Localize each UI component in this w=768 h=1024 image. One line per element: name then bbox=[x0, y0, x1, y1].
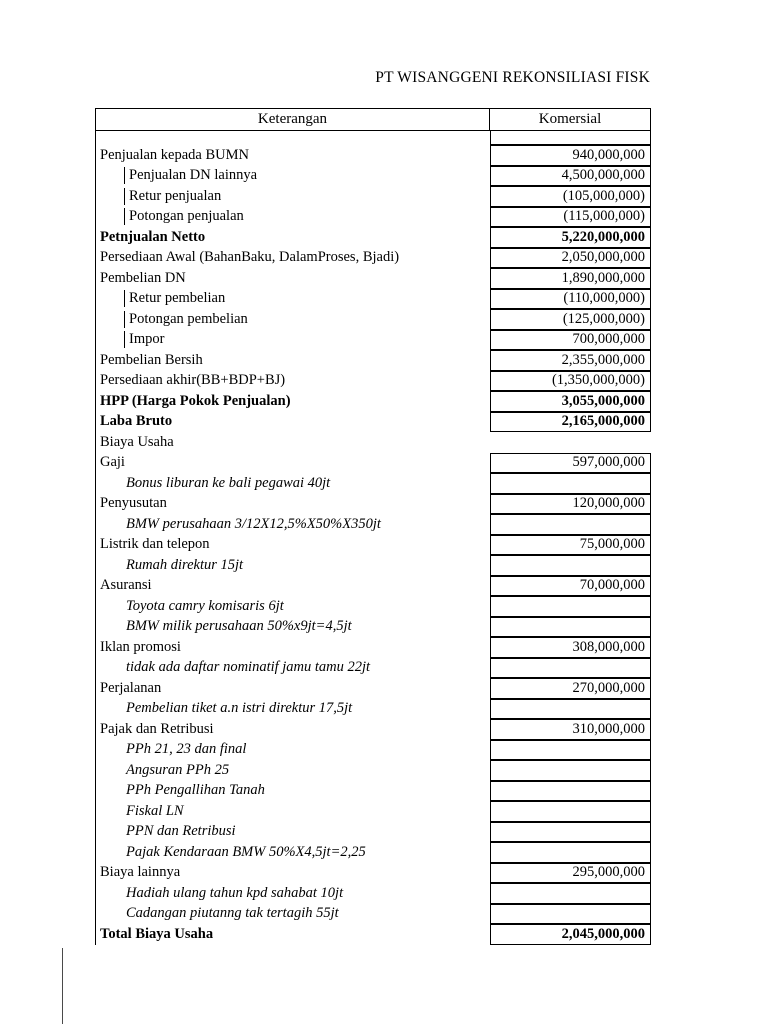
table-row bbox=[95, 166, 651, 187]
row-value-cell bbox=[490, 822, 651, 843]
row-value-cell bbox=[490, 740, 651, 761]
row-value-cell bbox=[490, 514, 651, 535]
row-label: Penjualan kepada BUMN bbox=[100, 146, 249, 163]
row-label: Angsuran PPh 25 bbox=[126, 761, 230, 778]
row-value-cell: 2,355,000,000 bbox=[490, 350, 651, 371]
table-row bbox=[95, 822, 651, 843]
table-spacer-row bbox=[95, 131, 651, 145]
row-value-cell: (110,000,000) bbox=[490, 289, 651, 310]
row-label-cell bbox=[95, 412, 490, 433]
row-label-cell bbox=[95, 883, 490, 904]
table-row bbox=[95, 309, 651, 330]
row-label: Gaji bbox=[100, 454, 125, 471]
row-label-cell bbox=[95, 289, 490, 310]
row-label: Iklan promosi bbox=[100, 638, 181, 655]
table-row bbox=[95, 432, 651, 453]
table-row bbox=[95, 924, 651, 945]
row-label-cell bbox=[95, 432, 490, 453]
row-value-cell: 1,890,000,000 bbox=[490, 268, 651, 289]
row-value-cell: (115,000,000) bbox=[490, 207, 651, 228]
row-value-cell: 3,055,000,000 bbox=[490, 391, 651, 412]
header-komersial: Komersial bbox=[538, 111, 602, 127]
row-label: PPh Pengallihan Tanah bbox=[126, 782, 265, 799]
row-value-cell bbox=[490, 699, 651, 720]
table-row bbox=[95, 330, 651, 351]
row-label: Perjalanan bbox=[100, 679, 162, 696]
row-label: Pajak Kendaraan BMW 50%X4,5jt=2,25 bbox=[126, 843, 366, 860]
table-row bbox=[95, 207, 651, 228]
row-label: Fiskal LN bbox=[126, 802, 184, 819]
row-label: Toyota camry komisaris 6jt bbox=[126, 597, 284, 614]
table-row bbox=[95, 801, 651, 822]
row-value-cell: 75,000,000 bbox=[490, 535, 651, 556]
table-row bbox=[95, 391, 651, 412]
row-label: Persediaan Awal (BahanBaku, DalamProses, Bjadi) bbox=[100, 249, 400, 266]
row-label: Biaya lainnya bbox=[100, 864, 181, 881]
table-row bbox=[95, 371, 651, 392]
row-label: Hadiah ulang tahun kpd sahabat 10jt bbox=[126, 884, 344, 901]
table-row bbox=[95, 699, 651, 720]
row-value-cell bbox=[490, 432, 651, 453]
row-value-cell: (105,000,000) bbox=[490, 186, 651, 207]
row-label-cell bbox=[95, 207, 490, 228]
table-row bbox=[95, 740, 651, 761]
row-label-cell bbox=[95, 842, 490, 863]
table-row bbox=[95, 535, 651, 556]
table-row bbox=[95, 350, 651, 371]
row-value-cell: 2,050,000,000 bbox=[490, 248, 651, 269]
row-value-cell: 940,000,000 bbox=[490, 145, 651, 166]
row-label: Persediaan akhir(BB+BDP+BJ) bbox=[100, 372, 286, 389]
row-label-cell bbox=[95, 617, 490, 638]
row-value-cell: 120,000,000 bbox=[490, 494, 651, 515]
row-label-cell bbox=[95, 658, 490, 679]
row-label-cell bbox=[95, 801, 490, 822]
table-row bbox=[95, 576, 651, 597]
row-value-cell: 5,220,000,000 bbox=[490, 227, 651, 248]
reconciliation-table bbox=[95, 108, 651, 945]
table-row bbox=[95, 494, 651, 515]
row-label-cell bbox=[95, 391, 490, 412]
row-label-cell bbox=[95, 248, 490, 269]
row-label: Asuransi bbox=[100, 577, 152, 594]
row-label: tidak ada daftar nominatif jamu tamu 22jt bbox=[126, 659, 371, 676]
row-value-cell: 4,500,000,000 bbox=[490, 166, 651, 187]
table-row bbox=[95, 596, 651, 617]
row-label-cell bbox=[95, 145, 490, 166]
table-row bbox=[95, 863, 651, 884]
row-label-cell bbox=[95, 453, 490, 474]
row-label-cell bbox=[95, 535, 490, 556]
row-value-cell: 597,000,000 bbox=[490, 453, 651, 474]
row-value-cell bbox=[490, 555, 651, 576]
row-label-cell bbox=[95, 494, 490, 515]
row-label-cell bbox=[95, 863, 490, 884]
row-value-cell: (125,000,000) bbox=[490, 309, 651, 330]
row-label-cell bbox=[95, 822, 490, 843]
row-value-cell: 2,045,000,000 bbox=[490, 924, 651, 945]
table-row bbox=[95, 883, 651, 904]
table-row bbox=[95, 842, 651, 863]
table-row bbox=[95, 227, 651, 248]
row-label: Total Biaya Usaha bbox=[100, 925, 214, 942]
row-label-cell bbox=[95, 576, 490, 597]
row-label-cell bbox=[95, 904, 490, 925]
row-label-cell bbox=[95, 227, 490, 248]
row-label: Penjualan DN lainnya bbox=[124, 167, 257, 184]
row-label: Listrik dan telepon bbox=[100, 536, 210, 553]
row-value-cell bbox=[490, 473, 651, 494]
row-label: Biaya Usaha bbox=[100, 433, 174, 450]
row-label-cell bbox=[95, 371, 490, 392]
row-label-cell bbox=[95, 350, 490, 371]
row-label-cell bbox=[95, 166, 490, 187]
table-row bbox=[95, 904, 651, 925]
table-row bbox=[95, 658, 651, 679]
row-value-cell: 308,000,000 bbox=[490, 637, 651, 658]
table-row bbox=[95, 145, 651, 166]
row-label-cell bbox=[95, 781, 490, 802]
row-value-cell: 295,000,000 bbox=[490, 863, 651, 884]
row-label-cell bbox=[95, 186, 490, 207]
row-value-cell bbox=[490, 760, 651, 781]
row-label-cell bbox=[95, 555, 490, 576]
row-value-cell: 310,000,000 bbox=[490, 719, 651, 740]
row-value-cell: 2,165,000,000 bbox=[490, 412, 651, 433]
row-value-cell bbox=[490, 842, 651, 863]
row-value-cell bbox=[490, 904, 651, 925]
row-label: BMW perusahaan 3/12X12,5%X50%X350jt bbox=[126, 515, 381, 532]
row-label-cell bbox=[95, 719, 490, 740]
row-label: Rumah direktur 15jt bbox=[126, 556, 244, 573]
table-row bbox=[95, 289, 651, 310]
row-value-cell: 270,000,000 bbox=[490, 678, 651, 699]
row-label: Penyusutan bbox=[100, 495, 167, 512]
table-row bbox=[95, 637, 651, 658]
row-label: Pembelian DN bbox=[100, 269, 186, 286]
table-row bbox=[95, 248, 651, 269]
table-row bbox=[95, 186, 651, 207]
row-label: BMW milik perusahaan 50%x9jt=4,5jt bbox=[126, 618, 352, 635]
table-row bbox=[95, 555, 651, 576]
row-label-cell bbox=[95, 309, 490, 330]
row-label: Petnjualan Netto bbox=[100, 228, 206, 245]
row-label-cell bbox=[95, 473, 490, 494]
row-label: Pajak dan Retribusi bbox=[100, 720, 214, 737]
table-row bbox=[95, 719, 651, 740]
row-label-cell bbox=[95, 330, 490, 351]
row-label-cell bbox=[95, 740, 490, 761]
row-label-cell bbox=[95, 637, 490, 658]
row-label-cell bbox=[95, 596, 490, 617]
spacer-value-cell bbox=[490, 131, 651, 145]
row-label: Pembelian tiket a.n istri direktur 17,5jt bbox=[126, 700, 353, 717]
page-title: PT WISANGGENI REKONSILIASI FISK bbox=[375, 69, 650, 86]
row-value-cell: 700,000,000 bbox=[490, 330, 651, 351]
page-edge-artifact-line bbox=[62, 948, 63, 1024]
table-body bbox=[95, 145, 651, 945]
table-row bbox=[95, 678, 651, 699]
table-row bbox=[95, 268, 651, 289]
table-header-row bbox=[95, 108, 651, 131]
row-value-cell bbox=[490, 617, 651, 638]
row-label-cell bbox=[95, 699, 490, 720]
table-row bbox=[95, 473, 651, 494]
row-label: PPh 21, 23 dan final bbox=[126, 741, 247, 758]
row-label: Potongan pembelian bbox=[124, 311, 248, 328]
table-row bbox=[95, 617, 651, 638]
row-value-cell: (1,350,000,000) bbox=[490, 371, 651, 392]
table-row bbox=[95, 781, 651, 802]
table-row bbox=[95, 514, 651, 535]
row-value-cell bbox=[490, 801, 651, 822]
row-label: Retur penjualan bbox=[124, 188, 221, 205]
row-label: Pembelian Bersih bbox=[100, 351, 203, 368]
row-value-cell: 70,000,000 bbox=[490, 576, 651, 597]
row-label: Bonus liburan ke bali pegawai 40jt bbox=[126, 474, 331, 491]
row-label-cell bbox=[95, 678, 490, 699]
table-row bbox=[95, 412, 651, 433]
row-label: Potongan penjualan bbox=[124, 208, 244, 225]
row-label-cell bbox=[95, 268, 490, 289]
row-label-cell bbox=[95, 924, 490, 945]
row-value-cell bbox=[490, 658, 651, 679]
row-value-cell bbox=[490, 781, 651, 802]
header-keterangan: Keterangan bbox=[96, 109, 490, 130]
row-label: Impor bbox=[124, 331, 164, 348]
row-label: Laba Bruto bbox=[100, 413, 173, 430]
table-row bbox=[95, 453, 651, 474]
row-label: HPP (Harga Pokok Penjualan) bbox=[100, 392, 291, 409]
table-row bbox=[95, 760, 651, 781]
row-label: PPN dan Retribusi bbox=[126, 823, 236, 840]
row-label: Cadangan piutanng tak tertagih 55jt bbox=[126, 905, 339, 922]
row-value-cell bbox=[490, 596, 651, 617]
row-label-cell bbox=[95, 760, 490, 781]
row-value-cell bbox=[490, 883, 651, 904]
row-label: Retur pembelian bbox=[124, 290, 225, 307]
row-label-cell bbox=[95, 514, 490, 535]
spacer-label-cell bbox=[95, 131, 490, 145]
